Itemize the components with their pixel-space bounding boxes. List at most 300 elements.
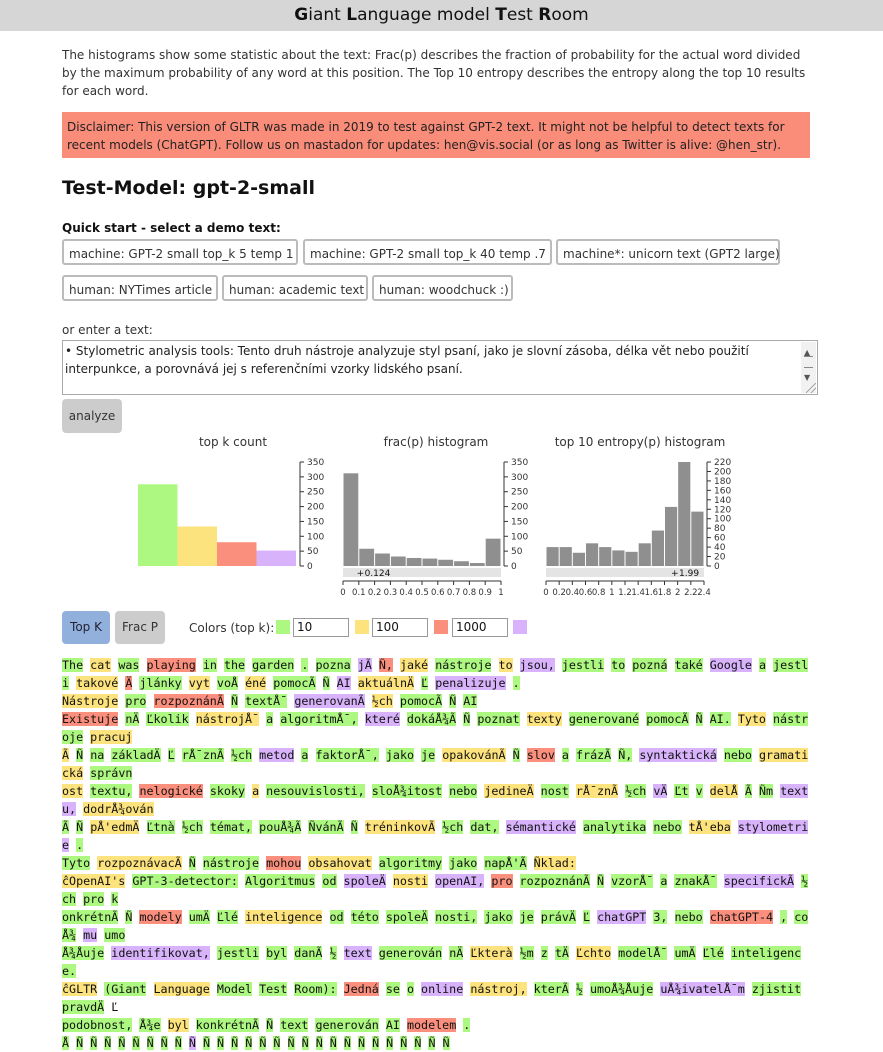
token[interactable]: Algoritmus: [245, 874, 316, 888]
scroll-thumb[interactable]: [804, 356, 813, 368]
token[interactable]: Ľ: [421, 676, 429, 690]
token[interactable]: Ñ: [174, 1036, 182, 1050]
token[interactable]: Ľchto: [575, 946, 612, 960]
token[interactable]: pozna: [315, 658, 351, 672]
token[interactable]: algoritmy: [378, 856, 443, 870]
token[interactable]: konkrétnÃ: [195, 1018, 260, 1032]
token[interactable]: generován: [315, 1018, 379, 1032]
fracp-xtick-label: 0.4: [399, 588, 413, 598]
token[interactable]: ½ch: [181, 820, 203, 834]
token[interactable]: specifickÃ: [723, 874, 795, 888]
token[interactable]: modely: [139, 910, 182, 924]
token[interactable]: Ñ: [217, 1036, 225, 1050]
token[interactable]: inteligence: [245, 910, 323, 924]
token[interactable]: dat,: [470, 820, 499, 834]
token[interactable]: Ñ: [329, 1036, 337, 1050]
token[interactable]: ½m: [519, 946, 534, 960]
token[interactable]: pro: [83, 892, 105, 906]
token[interactable]: Ľlé: [702, 946, 724, 960]
token[interactable]: nost: [540, 784, 569, 798]
text-input-value: • Stylometric analysis tools: Tento druh nástroje analyzuje styl psaní, jako je slovní zásoba, délka vět nebo použití interpunkce, a porovnává jej s referenčními vzorky lidského psaní.: [65, 344, 749, 376]
token[interactable]: Jedná: [343, 982, 379, 996]
token[interactable]: pouÅ¾Ã: [259, 820, 302, 834]
resize-handle-icon[interactable]: [806, 383, 816, 393]
token[interactable]: Å¾Åuje: [62, 946, 105, 960]
token[interactable]: Ã: [62, 748, 70, 762]
token[interactable]: vzorÅ¯: [611, 874, 654, 888]
token[interactable]: Ñ: [273, 1036, 281, 1050]
text-input[interactable]: [62, 340, 818, 395]
token[interactable]: (Giant: [104, 982, 147, 996]
token[interactable]: rozpoznávacÃ: [97, 856, 182, 870]
token[interactable]: modelÅ¯: [618, 946, 668, 960]
token[interactable]: ,: [780, 910, 788, 924]
topk-bar-1: [178, 526, 218, 566]
threshold-green-input[interactable]: 10: [293, 618, 349, 637]
token[interactable]: Ñklad:: [533, 856, 576, 870]
token[interactable]: a: [252, 784, 260, 798]
token[interactable]: Ã: [744, 784, 752, 798]
token[interactable]: syntaktická: [639, 748, 717, 762]
fracp-xtick-label: 0.2: [367, 588, 382, 598]
frac-p-mode-button[interactable]: Frac P: [115, 611, 165, 644]
token[interactable]: Ñ: [442, 1036, 450, 1050]
token[interactable]: uÅ¾ivatelÅ¯m: [660, 982, 745, 996]
token[interactable]: umÄ: [674, 946, 696, 960]
entropy-bar-1: [560, 547, 572, 566]
token[interactable]: rÅ¯znÃ: [181, 748, 224, 762]
entropy-histogram-chart: [538, 455, 753, 605]
token[interactable]: Ñ,: [378, 658, 393, 672]
token[interactable]: nástroje: [435, 658, 492, 672]
token[interactable]: Ñ: [245, 1036, 253, 1050]
token[interactable]: a: [561, 748, 569, 762]
token[interactable]: které: [364, 712, 400, 726]
entropy-xtick-label: 0.6: [578, 588, 593, 598]
token[interactable]: ĉGLTR: [62, 982, 98, 996]
token[interactable]: takové: [76, 676, 119, 690]
token[interactable]: ost: [62, 784, 84, 798]
entropy-ytick-label: 100: [714, 514, 732, 525]
token[interactable]: Ñ: [449, 694, 457, 708]
token[interactable]: playing: [146, 658, 196, 672]
token[interactable]: pracuj: [90, 730, 133, 744]
token[interactable]: také: [674, 658, 703, 672]
token[interactable]: podobnost,: [62, 1018, 133, 1032]
fracp-marker-label: 0.124: [364, 569, 391, 579]
token[interactable]: openAI,: [435, 874, 485, 888]
token[interactable]: ½: [329, 946, 337, 960]
token[interactable]: umÄ: [188, 910, 210, 924]
demo-button-academic[interactable]: human: academic text: [222, 275, 368, 301]
entropy-xtick-label: 0.2: [552, 588, 566, 598]
token[interactable]: spoleÄ: [343, 874, 386, 888]
token[interactable]: nástrojÅ¯: [195, 712, 260, 726]
token[interactable]: o: [406, 982, 414, 996]
token[interactable]: ½ch: [62, 874, 809, 906]
token[interactable]: Ñ: [301, 1036, 309, 1050]
token[interactable]: Ñ: [357, 1036, 366, 1050]
token[interactable]: identifikovat,: [111, 946, 210, 960]
token[interactable]: rÅ¯znÃ: [575, 784, 619, 798]
token[interactable]: 3,: [653, 910, 668, 924]
token[interactable]: Ľ: [582, 910, 591, 924]
entropy-bar-2: [573, 553, 585, 566]
token[interactable]: .: [463, 1018, 471, 1032]
token[interactable]: jÃ: [357, 658, 372, 672]
token[interactable]: Google: [709, 658, 752, 672]
token[interactable]: nástroje: [62, 712, 809, 744]
token[interactable]: Ľtnà: [146, 820, 175, 834]
token[interactable]: Ñ: [463, 712, 471, 726]
token[interactable]: Ñ: [76, 748, 84, 762]
token[interactable]: Å: [62, 1036, 70, 1050]
entropy-marker-label: 1.99: [679, 569, 700, 579]
token[interactable]: AI: [463, 694, 478, 708]
token[interactable]: delÅ: [709, 784, 738, 798]
token[interactable]: napÅ'Ã: [484, 856, 527, 870]
token[interactable]: právÄ: [540, 910, 576, 924]
token[interactable]: .: [512, 676, 520, 690]
entropy-bar-8: [652, 531, 664, 566]
token[interactable]: Ñ: [230, 694, 238, 708]
token[interactable]: nástroj,: [470, 982, 527, 996]
token[interactable]: coÅ¾: [62, 910, 809, 942]
token[interactable]: inteligence.: [62, 946, 802, 978]
token[interactable]: Test: [259, 982, 288, 996]
token[interactable]: aktuálnÄ: [357, 676, 415, 690]
token[interactable]: ÑvánÃ: [308, 820, 344, 834]
token[interactable]: Ñ: [259, 1036, 267, 1050]
entropy-ytick-label: 140: [714, 495, 732, 506]
entropy-marker-plus-icon: +: [671, 569, 679, 579]
token[interactable]: nÄ: [449, 946, 464, 960]
token[interactable]: spoleÄ: [385, 910, 429, 924]
token[interactable]: Ľkolik: [146, 712, 189, 726]
token[interactable]: Ñ: [146, 1036, 154, 1050]
token[interactable]: této: [350, 910, 379, 924]
token[interactable]: algoritmÅ¯,: [280, 712, 358, 726]
scroll-down-icon[interactable]: ▼: [804, 373, 811, 382]
token[interactable]: jako: [385, 748, 415, 762]
token[interactable]: opakovánÃ: [442, 748, 506, 762]
token[interactable]: Ñ: [343, 1036, 351, 1050]
token[interactable]: k: [111, 892, 119, 906]
token[interactable]: pro: [125, 694, 147, 708]
token[interactable]: Ã: [62, 820, 70, 834]
demo-button-gpt2-topk40[interactable]: machine: GPT-2 small top_k 40 temp .7: [303, 239, 552, 265]
token[interactable]: Å¾e: [139, 1018, 161, 1032]
token[interactable]: jedineÄ: [484, 784, 534, 798]
token[interactable]: rozpoznánÃ: [519, 874, 590, 888]
token[interactable]: Ñ: [90, 1036, 98, 1050]
token[interactable]: témat,: [209, 820, 253, 834]
token[interactable]: tÅ'eba: [688, 820, 731, 834]
token[interactable]: ½ch: [625, 784, 647, 798]
token[interactable]: onkrétnÃ: [62, 910, 119, 924]
token[interactable]: ½ch: [442, 820, 464, 834]
fracp-xtick-label: 0.3: [383, 588, 398, 598]
token[interactable]: gramatická: [62, 748, 809, 780]
token[interactable]: Nástroje: [62, 694, 119, 708]
token[interactable]: faktorÅ¯,: [315, 748, 379, 762]
top-k-mode-button[interactable]: Top K: [62, 611, 110, 644]
token[interactable]: je: [421, 748, 436, 762]
threshold-yellow-input[interactable]: 100: [372, 618, 428, 637]
token[interactable]: Ä: [125, 676, 133, 690]
token[interactable]: Ñ: [400, 1036, 408, 1050]
token[interactable]: cat: [90, 658, 112, 672]
token[interactable]: z: [540, 946, 548, 960]
token[interactable]: byl: [167, 1018, 189, 1032]
token[interactable]: Ñ: [428, 1036, 436, 1050]
demo-button-nytimes[interactable]: human: NYTimes article: [62, 275, 218, 301]
token[interactable]: in: [202, 658, 217, 672]
token[interactable]: umo: [104, 928, 126, 942]
token[interactable]: garden: [252, 658, 295, 672]
token[interactable]: nebo: [723, 748, 752, 762]
token[interactable]: rozpoznánÃ: [153, 694, 224, 708]
demo-button-unicorn[interactable]: machine*: unicorn text (GPT2 large): [556, 239, 780, 265]
token[interactable]: The: [62, 658, 84, 672]
token[interactable]: .: [76, 838, 84, 852]
token[interactable]: a: [301, 748, 309, 762]
token[interactable]: generovanÃ: [294, 694, 365, 708]
token[interactable]: Ñ: [125, 910, 133, 924]
token[interactable]: nosti,: [435, 910, 478, 924]
token[interactable]: Ñ: [695, 712, 703, 726]
token[interactable]: Ñ: [160, 1036, 168, 1050]
token[interactable]: jako: [449, 856, 478, 870]
token[interactable]: Ñ: [386, 1036, 394, 1050]
token[interactable]: nástroje: [202, 856, 260, 870]
token[interactable]: analytika: [582, 820, 647, 834]
token[interactable]: text: [343, 946, 372, 960]
token[interactable]: Ñ: [287, 1036, 295, 1050]
token[interactable]: chatGPT: [597, 910, 647, 924]
title-word: iant: [308, 5, 347, 25]
token[interactable]: poznat: [477, 712, 520, 726]
token[interactable]: sémantické: [505, 820, 576, 834]
token[interactable]: pravdÄ: [62, 1000, 105, 1014]
token[interactable]: textu,: [62, 784, 809, 816]
entropy-ytick-label: 80: [714, 524, 726, 535]
token[interactable]: Ñ: [350, 820, 358, 834]
token[interactable]: Ñ: [132, 1036, 140, 1050]
token[interactable]: was: [118, 658, 140, 672]
token[interactable]: modelem: [406, 1018, 457, 1032]
token[interactable]: tréninkovÃ: [364, 820, 436, 834]
entropy-xtick-label: 1.6: [644, 588, 659, 598]
token[interactable]: v: [695, 784, 703, 798]
entropy-bar-11: [691, 512, 703, 566]
threshold-red-input[interactable]: 1000: [452, 618, 508, 637]
token[interactable]: nebo: [674, 910, 703, 924]
token[interactable]: Ñ,: [618, 748, 633, 762]
token[interactable]: zjistit: [751, 982, 802, 996]
token[interactable]: Ñ: [76, 1036, 84, 1050]
entropy-ytick-label: 60: [714, 533, 726, 544]
fracp-ytick-label: 200: [511, 502, 529, 513]
entropy-ytick-label: 200: [714, 467, 732, 478]
topk-ytick-label: 50: [307, 547, 319, 558]
token[interactable]: Ñ: [104, 1036, 112, 1050]
token[interactable]: Tyto: [62, 856, 91, 870]
token[interactable]: ½ch: [231, 748, 253, 762]
token[interactable]: nosti: [392, 874, 429, 888]
token[interactable]: skoky: [209, 784, 246, 798]
token[interactable]: znakÅ¯: [674, 874, 717, 888]
fracp-xtick-label: 0.9: [478, 588, 492, 598]
token[interactable]: od: [322, 874, 337, 888]
token[interactable]: stylometrie: [62, 820, 809, 852]
token[interactable]: Ñ: [266, 1018, 274, 1032]
token[interactable]: generované: [568, 712, 640, 726]
token[interactable]: jako: [484, 910, 513, 924]
token[interactable]: metod: [259, 748, 295, 762]
token[interactable]: ½: [575, 982, 583, 996]
token[interactable]: to: [611, 658, 626, 672]
token[interactable]: penalizuje: [435, 676, 506, 690]
token[interactable]: dokáÅ¾Ã: [406, 712, 457, 726]
entropy-bar-0: [547, 547, 559, 566]
token[interactable]: chatGPT-4: [709, 910, 774, 924]
token[interactable]: Ñ: [76, 820, 84, 834]
token[interactable]: Ľkterà: [470, 946, 513, 960]
fracp-bar-6: [438, 560, 453, 566]
token[interactable]: Ñ: [202, 1036, 210, 1050]
token[interactable]: Ľlé: [216, 910, 239, 924]
token[interactable]: text: [280, 1018, 309, 1032]
token[interactable]: jsou,: [519, 658, 555, 672]
fracp-chart-title: frac(p) histogram: [383, 435, 489, 449]
token[interactable]: Ñ: [372, 1036, 380, 1050]
token[interactable]: Ñ: [188, 856, 196, 870]
token[interactable]: a: [759, 658, 767, 672]
token[interactable]: pro: [491, 874, 513, 888]
token[interactable]: slov: [526, 748, 555, 762]
token[interactable]: Ñ: [118, 1036, 126, 1050]
token[interactable]: vyt: [188, 676, 210, 690]
token[interactable]: nesouvislosti,: [266, 784, 365, 798]
entropy-xtick-label: 2.2: [684, 588, 698, 598]
token[interactable]: Ľt: [674, 784, 689, 798]
token[interactable]: voÅ: [216, 676, 239, 690]
token[interactable]: jlánky: [139, 676, 182, 690]
token[interactable]: online: [421, 982, 464, 996]
token[interactable]: byl: [266, 946, 288, 960]
token[interactable]: AI.: [709, 712, 731, 726]
token[interactable]: je: [519, 910, 534, 924]
token[interactable]: Ñ: [322, 676, 330, 690]
token[interactable]: nebo: [449, 784, 478, 798]
token[interactable]: nÄ: [125, 712, 140, 726]
token[interactable]: jestli: [216, 946, 260, 960]
token[interactable]: a: [266, 712, 274, 726]
token[interactable]: éné: [245, 676, 267, 690]
token[interactable]: pomocÃ: [273, 676, 316, 690]
token[interactable]: vÄ: [653, 784, 668, 798]
token[interactable]: pÅ'edmÄ: [90, 820, 140, 834]
token[interactable]: ĉOpenAI's: [62, 874, 126, 888]
fracp-marker-plus-icon: +: [356, 569, 365, 579]
token[interactable]: AI: [385, 1018, 400, 1032]
token[interactable]: pomocÃ: [399, 694, 443, 708]
token[interactable]: tÄ: [554, 946, 569, 960]
token-analysis-output: [62, 656, 812, 1052]
token[interactable]: textÅ¯: [245, 694, 288, 708]
token[interactable]: danÃ: [294, 946, 323, 960]
token[interactable]: Ñ: [231, 1036, 239, 1050]
token[interactable]: jaké: [399, 658, 429, 672]
token[interactable]: pomocÃ: [646, 712, 689, 726]
title-initial: R: [538, 5, 552, 25]
enter-text-label: or enter a text:: [62, 323, 153, 337]
scroll-up-icon[interactable]: ▲: [804, 348, 811, 357]
token[interactable]: základÄ: [111, 748, 161, 762]
token[interactable]: texty: [526, 712, 562, 726]
token[interactable]: Ñ: [414, 1036, 422, 1050]
token[interactable]: Tyto: [737, 712, 766, 726]
token[interactable]: frázÃ: [576, 748, 612, 762]
token[interactable]: generován: [378, 946, 443, 960]
token[interactable]: GPT-3-detector:: [132, 874, 238, 888]
token[interactable]: se: [385, 982, 400, 996]
fracp-histogram-chart: [335, 455, 545, 605]
token[interactable]: mohou: [266, 856, 302, 870]
token[interactable]: ½ch: [371, 694, 393, 708]
demo-button-woodchuck[interactable]: human: woodchuck :): [372, 275, 513, 301]
token[interactable]: správn: [90, 766, 133, 780]
token[interactable]: Ľ: [111, 1000, 119, 1014]
token[interactable]: pozná: [632, 658, 668, 672]
fracp-ytick-label: 150: [511, 517, 529, 528]
token[interactable]: Language: [153, 982, 210, 996]
token[interactable]: a: [660, 874, 668, 888]
token[interactable]: Ñ: [315, 1036, 323, 1050]
token[interactable]: jestli: [561, 658, 605, 672]
token[interactable]: Ñ: [596, 874, 605, 888]
app-title: [294, 5, 588, 25]
token[interactable]: to: [498, 658, 513, 672]
analyze-button[interactable]: analyze: [62, 399, 122, 433]
token[interactable]: nelogické: [139, 784, 203, 798]
token[interactable]: od: [329, 910, 344, 924]
token[interactable]: the: [223, 658, 246, 672]
demo-button-gpt2-topk5[interactable]: machine: GPT-2 small top_k 5 temp 1: [62, 239, 298, 265]
token[interactable]: Ñ: [188, 1036, 196, 1050]
token[interactable]: kterÃ: [533, 982, 569, 996]
topk-bar-0: [138, 484, 178, 566]
token[interactable]: Model: [216, 982, 253, 996]
token[interactable]: nebo: [653, 820, 682, 834]
token[interactable]: umoÅ¾Åuje: [589, 982, 654, 996]
token[interactable]: dodrÅ¾ován: [83, 802, 154, 816]
token[interactable]: Room):: [294, 982, 337, 996]
token[interactable]: jestli: [62, 658, 809, 690]
token[interactable]: na: [90, 748, 105, 762]
token[interactable]: Ñ: [512, 748, 520, 762]
token[interactable]: Ñm: [758, 784, 774, 798]
token[interactable]: AI: [336, 676, 351, 690]
token[interactable]: .: [301, 658, 309, 672]
token[interactable]: mu: [83, 928, 98, 942]
token[interactable]: Ľ: [167, 748, 175, 762]
token[interactable]: Existuje: [62, 712, 119, 726]
token[interactable]: obsahovat: [308, 856, 372, 870]
token[interactable]: textu,: [90, 784, 133, 798]
token[interactable]: sloÅ¾itost: [371, 784, 443, 798]
